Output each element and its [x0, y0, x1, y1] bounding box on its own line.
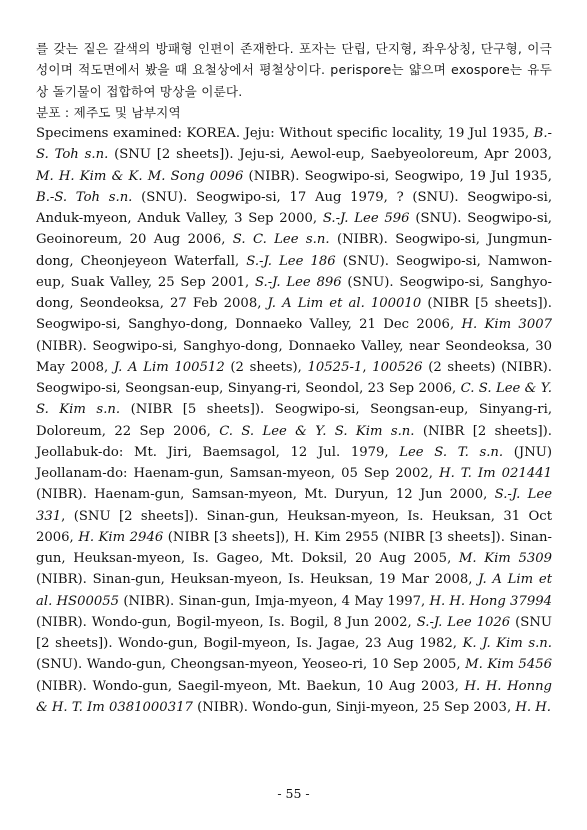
specimen-text: (NIBR). Haenam-gun, Samsan-myeon, Mt. Duryun, 12 Jun 2000,: [36, 487, 495, 503]
specimens-examined-paragraph: [36, 123, 552, 718]
collector-citation: S. C. Lee s.n.: [232, 232, 330, 248]
specimens-heading: Specimens examined:: [36, 126, 182, 141]
collector-citation: S.-J. Lee 596: [322, 211, 410, 226]
specimen-text: (SNU). Seogwipo-si, 17 Aug 1979, ? (SNU). Seogwipo-si, Anduk-myeon, Anduk Valley, 3 Sep 2000,: [36, 189, 553, 226]
specimen-text: (NIBR). Wondo-gun, Sinji-myeon, 25 Sep 2003,: [192, 699, 516, 715]
specimen-text: (NIBR [5 sheets]). Seogwipo-si, Sanghyo-dong, Donnaeko Valley, 21 Dec 2006,: [36, 296, 552, 333]
collector-citation: H. T. Im 021441: [439, 466, 553, 481]
specimen-text: (SNU [2 sheets]). Wondo-gun, Bogil-myeon, Is. Jagae, 23 Aug 1982,: [36, 614, 552, 651]
collector-citation: S.-J. Lee 186: [246, 253, 336, 269]
specimen-text: (SNU [2 sheets]). Jeju-si, Aewol-eup, Saebyeoloreum, Apr 2003,: [108, 147, 552, 163]
collector-citation: H. Kim 3007: [461, 317, 552, 333]
collector-citation: H. H. Hong 37994: [429, 593, 553, 609]
specimen-text: (SNU). Seogwipo-si, Geoinoreum, 20 Aug 2006,: [36, 211, 553, 248]
specimen-text: (JNU) Jeollanam-do: Haenam-gun, Samsan-myeon, 05 Sep 2002,: [36, 444, 552, 481]
distribution-line: 분포 : 제주도 및 남부지역: [36, 104, 181, 120]
collector-citation: S.-J. Lee 331: [36, 487, 553, 524]
collector-citation: Lee S. T. s.n.: [399, 444, 504, 460]
specimen-text: (NIBR). Seogwipo-si, Seogwipo, 19 Jul 1935,: [243, 168, 552, 184]
specimen-text: (NIBR [3 sheets]), H. Kim 2955 (NIBR [3 sheets]). Sinan-gun, Heuksan-myeon, Is. Gageo, Mt. Doksil, 20 Aug 2005,: [36, 529, 552, 566]
specimen-text: (SNU). Wando-gun, Cheongsan-myeon, Yeoseo-ri, 10 Sep 2005,: [36, 657, 466, 673]
specimen-text: (NIBR [2 sheets]). Jeollabuk-do: Mt. Jiri, Baemsagol, 12 Jul. 1979,: [36, 423, 552, 460]
specimen-text: , (SNU [2 sheets]). Sinan-gun, Heuksan-myeon, Is. Heuksan, 31 Oct 2006,: [36, 508, 552, 545]
collector-citation: H. Kim 2946: [78, 529, 164, 545]
collector-citation: B.-S. Toh s.n.: [36, 189, 133, 205]
collector-citation: J. A Lim et al. 100010: [267, 296, 422, 311]
collector-citation: 100526: [372, 359, 423, 375]
specimen-text: (2 sheets) (NIBR). Seogwipo-si, Seongsan-eup, Sinyang-ri, Seondol, 23 Sep 2006,: [36, 359, 552, 396]
collector-citation: M. Kim 5456: [465, 657, 552, 673]
specimen-text: ,: [362, 359, 373, 375]
collector-citation: H. H.: [515, 699, 551, 715]
collector-citation: S.-J. Lee 896: [254, 274, 342, 290]
collector-citation: 10525-1: [307, 359, 363, 375]
specimen-text: (SNU). Seogwipo-si, Sanghyo-dong, Seondeoksa, 27 Feb 2008,: [36, 274, 553, 311]
specimen-text: (2 sheets),: [224, 359, 308, 375]
document-body: [36, 38, 552, 718]
specimen-text: (NIBR). Sinan-gun, Heuksan-myeon, Is. Heuksan, 19 Mar 2008,: [36, 572, 479, 588]
specimen-text: (NIBR). Seogwipo-si, Jungmun-dong, Cheonjeyeon Waterfall,: [36, 232, 552, 269]
collector-citation: C. S. Lee & Y. S. Kim s.n.: [36, 381, 552, 418]
collector-citation: J. A Lim et al. HS00055: [36, 572, 552, 609]
specimen-text: (NIBR). Wondo-gun, Saegil-myeon, Mt. Baekun, 10 Aug 2003,: [36, 678, 465, 694]
collector-citation: M. Kim 5309: [458, 551, 553, 566]
description-paragraph: 를 갖는 짙은 갈색의 방패형 인편이 존재한다. 포자는 단립, 단지형, 좌우상칭, 단구형, 이극성이며 적도면에서 봤을 때 요철상에서 평철상이다. perispore는 얇으며 exospore는 유두상 돌기물이 접합하여 망상을 이룬다.: [36, 41, 552, 99]
collector-citation: K. J. Kim s.n.: [462, 636, 552, 651]
collector-citation: S.-J. Lee 1026: [416, 614, 511, 630]
page-number: - 55 -: [277, 786, 310, 801]
collector-citation: H. H. Honng & H. T. Im 0381000317: [36, 678, 553, 715]
collector-citation: J. A Lim 100512: [113, 359, 225, 375]
collector-citation: B.-S. Toh s.n.: [36, 126, 553, 163]
specimen-text: KOREA. Jeju: Without specific locality, 19 Jul 1935,: [181, 126, 534, 141]
specimen-text: (NIBR). Seogwipo-si, Sanghyo-dong, Donnaeko Valley, near Seondeoksa, 30 May 2008,: [36, 338, 552, 375]
collector-citation: M. H. Kim & K. M. Song 0096: [36, 168, 244, 184]
specimen-text: (NIBR). Sinan-gun, Imja-myeon, 4 May 1997,: [119, 593, 430, 609]
specimen-text: (NIBR [5 sheets]). Seogwipo-si, Seongsan-eup, Sinyang-ri, Doloreum, 22 Sep 2006,: [36, 402, 553, 439]
collector-citation: C. S. Lee & Y. S. Kim s.n.: [219, 423, 415, 439]
specimen-text: (NIBR). Wondo-gun, Bogil-myeon, Is. Bogil, 8 Jun 2002,: [36, 614, 417, 630]
specimen-text: (SNU). Seogwipo-si, Namwon-eup, Suak Valley, 25 Sep 2001,: [36, 253, 552, 290]
